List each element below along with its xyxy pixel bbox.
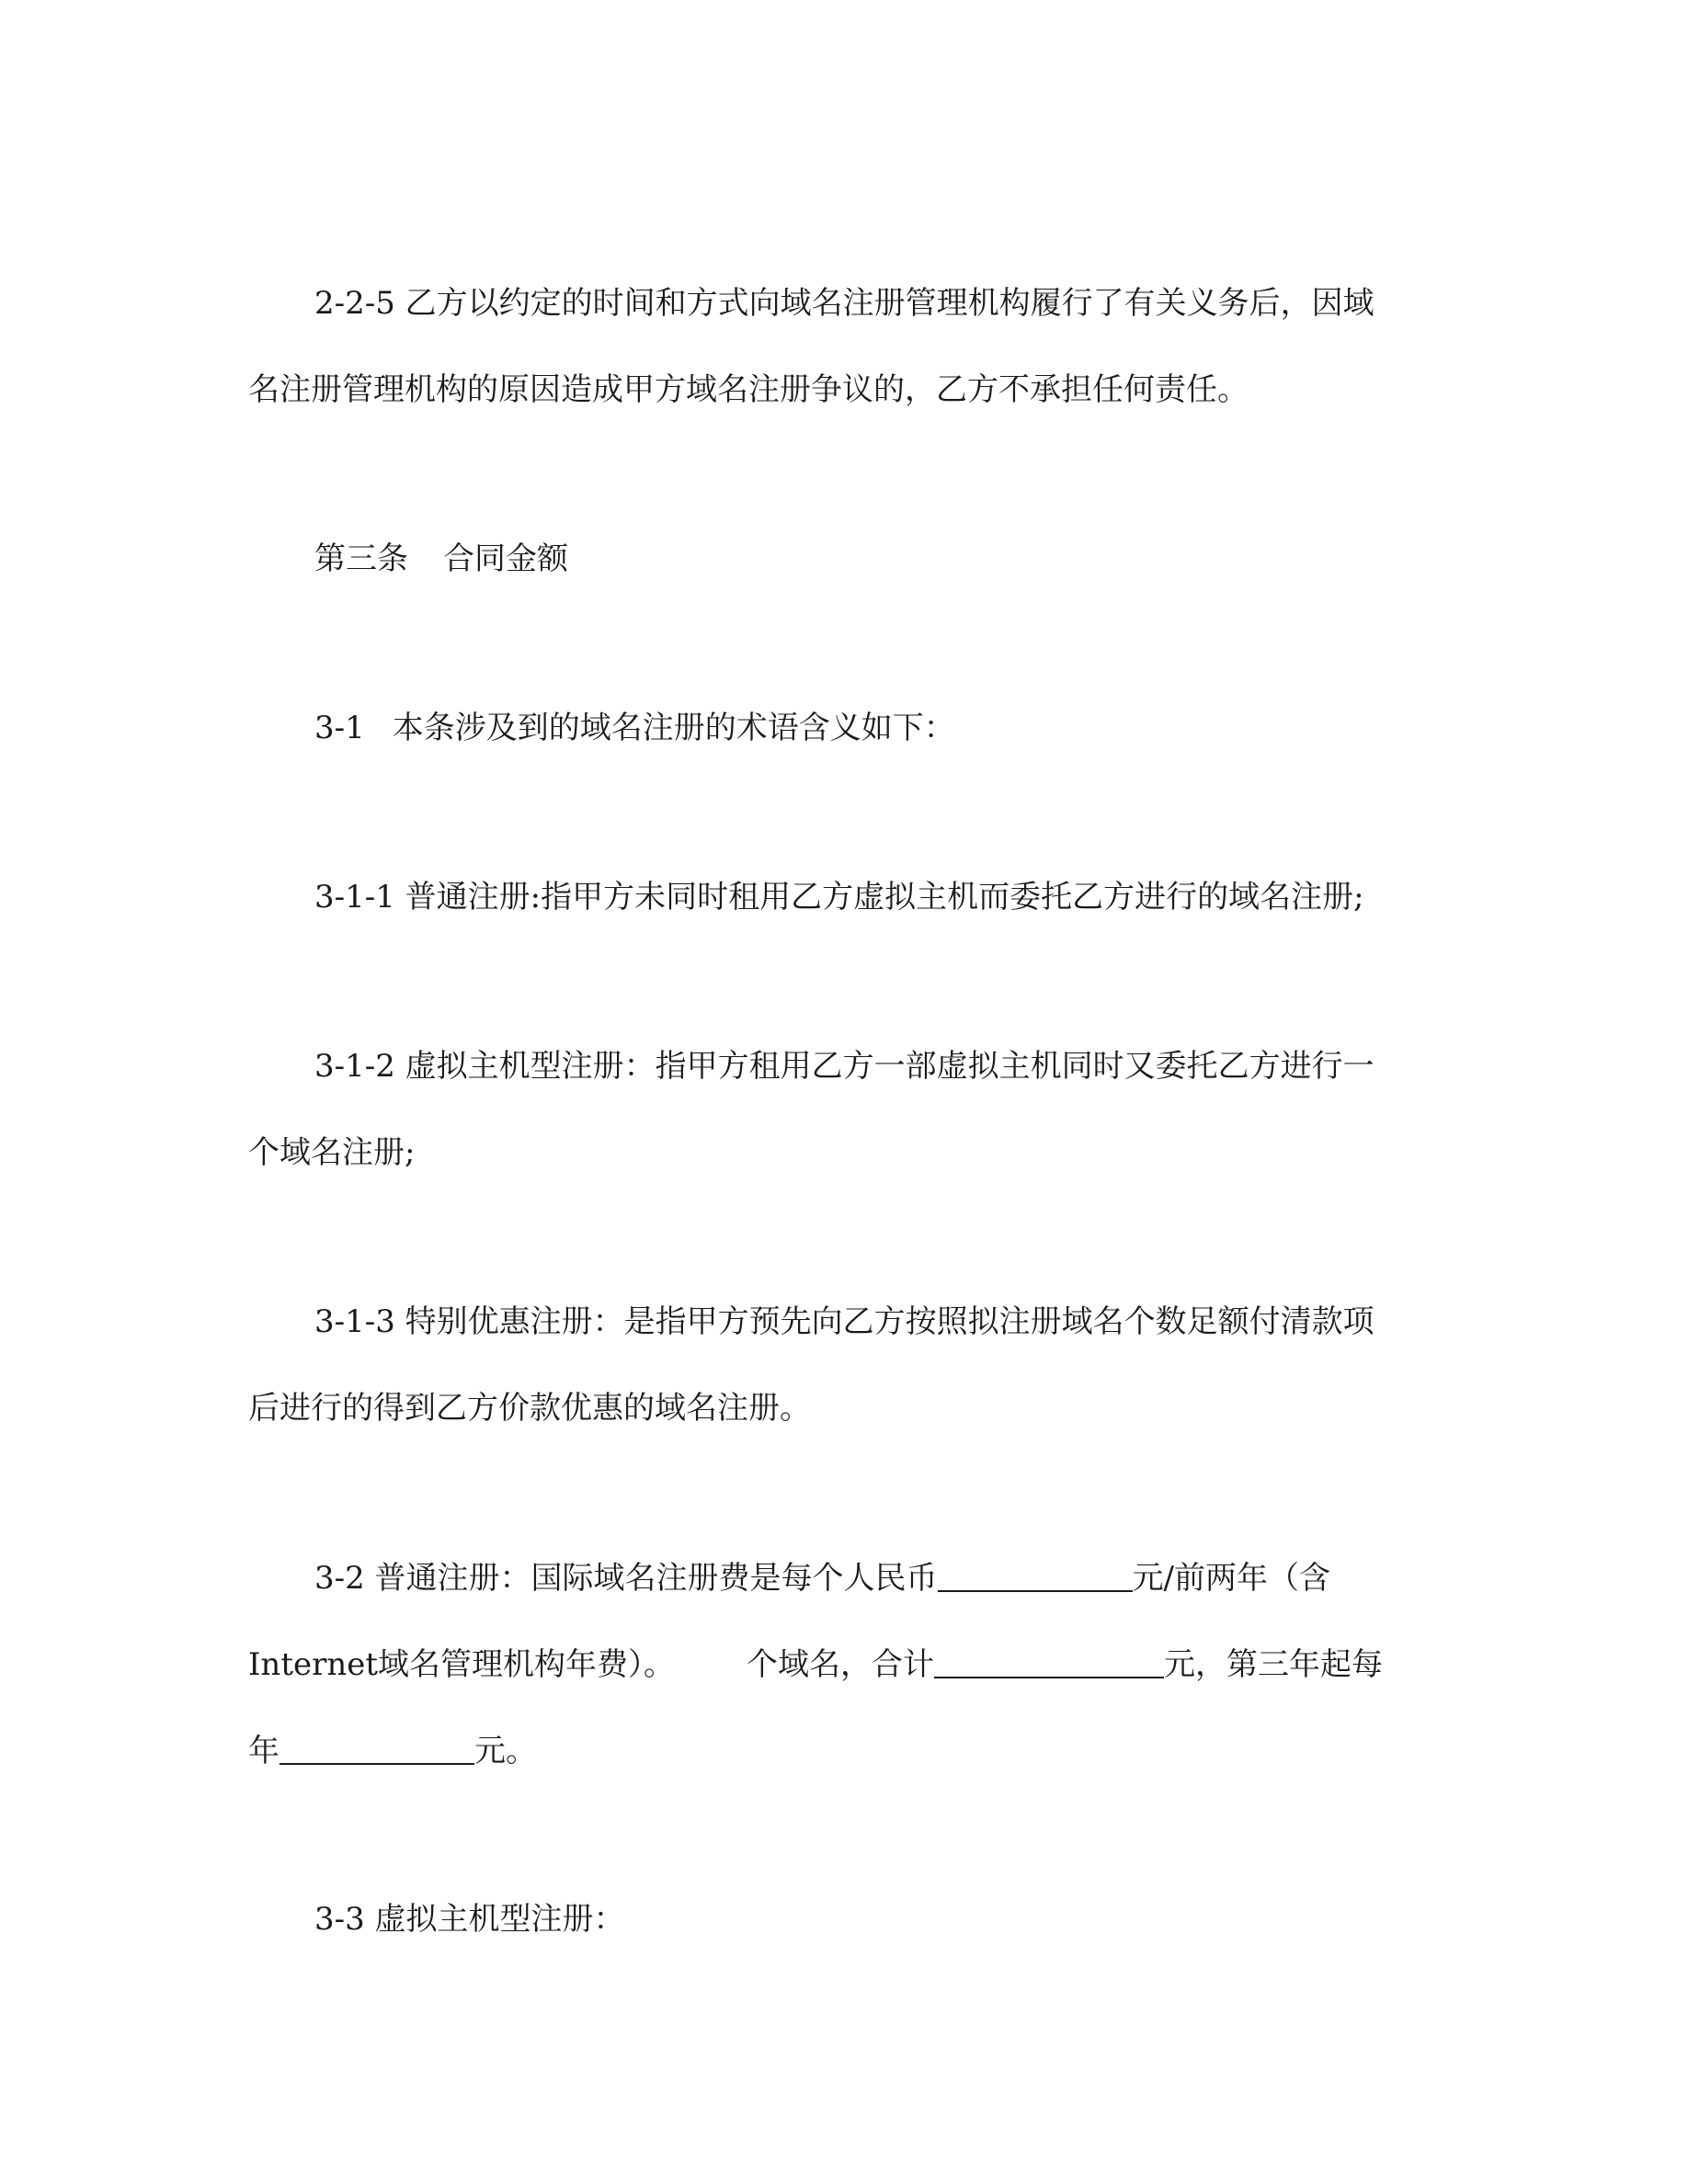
fee-blank-field[interactable] [938, 1559, 1133, 1592]
clause-3-1-1-line-1: 3-1-1 普通注册:指甲方未同时租用乙方虚拟主机而委托乙方进行的域名注册; [314, 879, 1364, 916]
clause-3-2-line-3-b: 元。 [474, 1733, 537, 1769]
clause-3-2-line-2-c: 元，第三年起每 [1164, 1646, 1384, 1683]
annual-fee-blank-field[interactable] [279, 1732, 474, 1765]
clause-3-3-line-1: 3-3 虚拟主机型注册： [314, 1901, 625, 1938]
clause-3-2-line-2-b: 个域名，合计 [747, 1646, 935, 1683]
total-blank-field[interactable] [934, 1645, 1164, 1678]
clause-3-2-line-3-a: 年 [248, 1733, 279, 1769]
clause-3-1-number: 3-1 [314, 710, 365, 746]
article-number: 第三条 [314, 540, 408, 577]
article-title: 合同金额 [443, 540, 568, 577]
article-3-heading [314, 540, 1443, 577]
clause-3-2-line-2-a: Internet域名管理机构年费）。 [248, 1646, 676, 1683]
clause-3-2-line-1 [314, 1559, 1443, 1597]
clause-3-1 [314, 710, 1443, 746]
clause-3-1-2-line-2: 个域名注册; [248, 1134, 416, 1171]
clause-3-2-line-1-b: 元/前两年（含 [1132, 1560, 1331, 1597]
clause-3-1-3-line-2: 后进行的得到乙方价款优惠的域名注册。 [248, 1390, 811, 1427]
clause-2-2-5-line-1: 2-2-5 乙方以约定的时间和方式向域名注册管理机构履行了有关义务后，因域 [314, 285, 1374, 322]
clause-3-2-line-2 [248, 1645, 1443, 1683]
clause-3-1-2-line-1: 3-1-2 虚拟主机型注册：指甲方租用乙方一部虚拟主机同时又委托乙方进行一 [314, 1048, 1374, 1085]
clause-3-1-text: 本条涉及到的域名注册的术语含义如下： [392, 710, 955, 746]
clause-3-1-3-line-1: 3-1-3 特别优惠注册：是指甲方预先向乙方按照拟注册域名个数足额付清款项 [314, 1303, 1374, 1340]
clause-3-2-line-1-a: 3-2 普通注册：国际域名注册费是每个人民币 [314, 1560, 938, 1597]
clause-3-2-line-3 [248, 1732, 1443, 1769]
clause-2-2-5-line-2: 名注册管理机构的原因造成甲方域名注册争议的，乙方不承担任何责任。 [248, 371, 1249, 408]
